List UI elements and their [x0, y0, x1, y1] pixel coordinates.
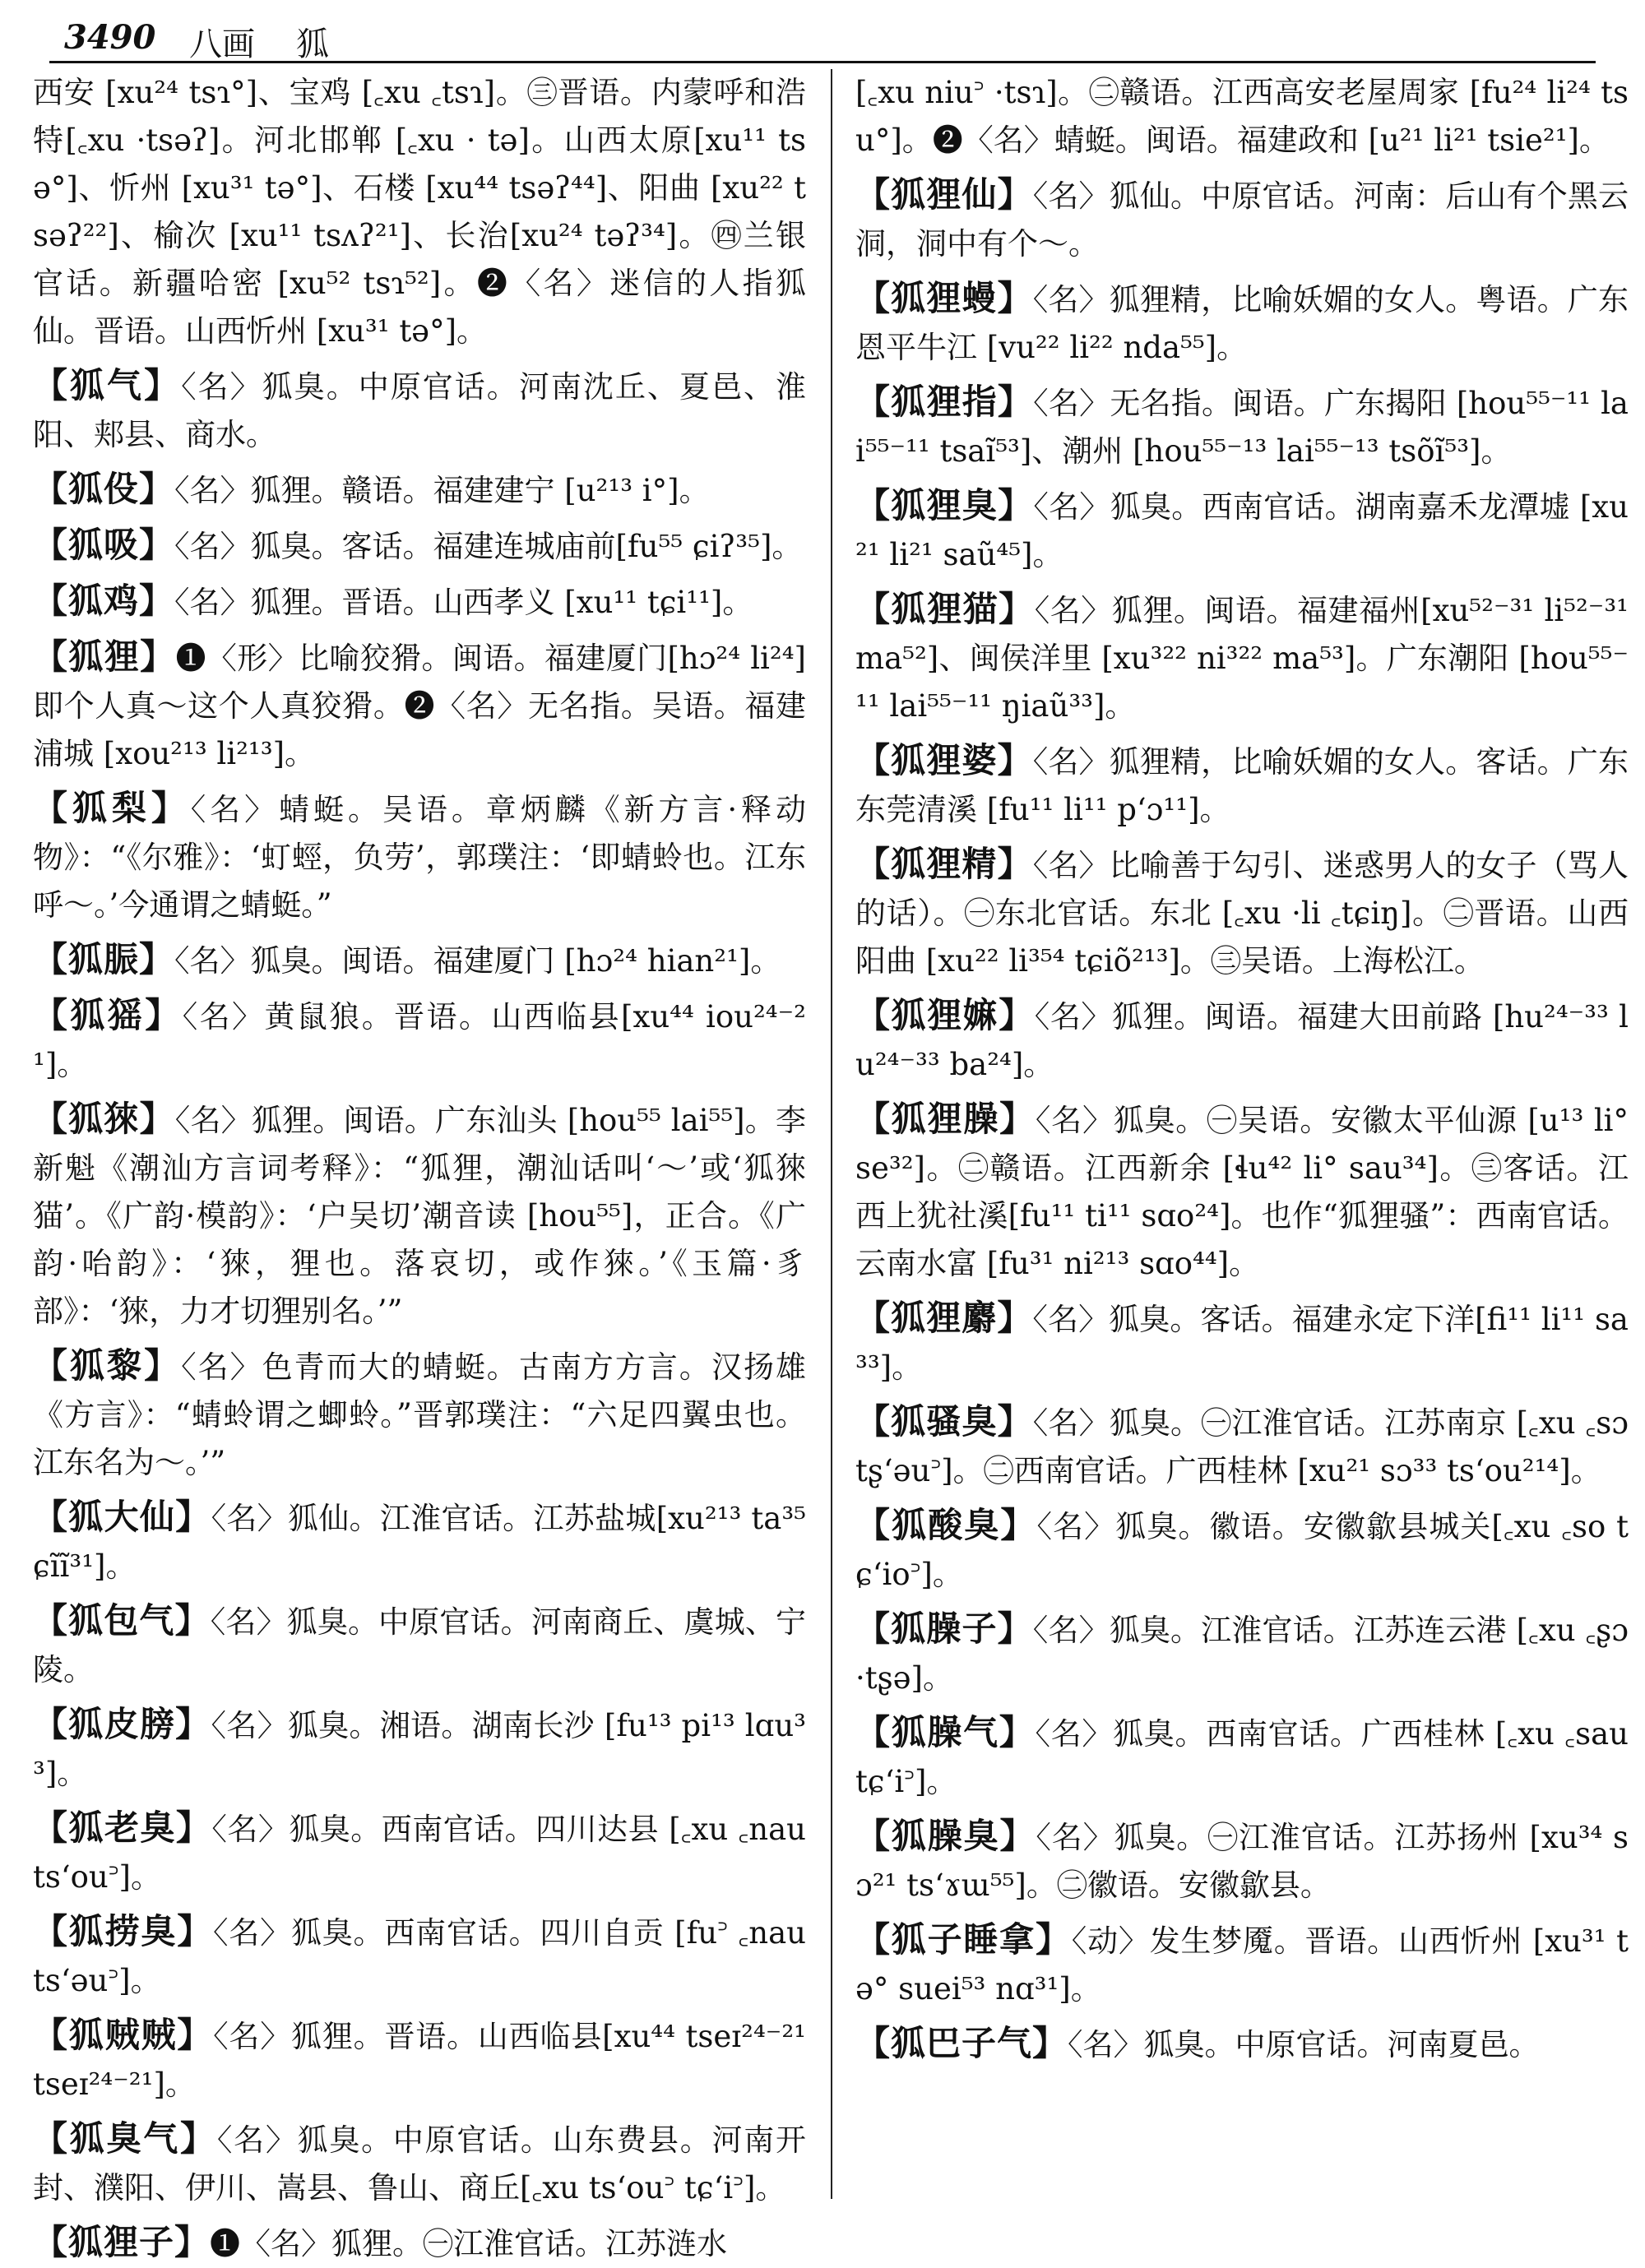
entry-definition: 〈名〉蜻蜓。吴语。章炳麟《新方言·释动物》：“《尔雅》：‘虰蛵，负劳’，郭璞注：‘即蜻蛉也。江东呼～。’今通谓之蜻蜓。” [33, 792, 806, 923]
entry-headword: 【狐狸臭】 [855, 485, 1034, 525]
entry-headword: 【狐狸】 [33, 636, 176, 677]
entry-definition: 〈名〉狐臭。江淮官话。江苏连云港 [꜀xu ꜀ʂɔ ·tʂə]。 [855, 1613, 1629, 1696]
entry-definition: 〈名〉狐臭。湘语。湖南长沙 [fu¹³ pi¹³ lɑu³³]。 [33, 1708, 806, 1791]
column-divider [831, 69, 832, 2199]
radical: 狐 [296, 25, 329, 63]
entry-headword: 【狐猍】 [33, 1099, 175, 1139]
dictionary-entry [855, 378, 1629, 475]
left-column [33, 69, 806, 2262]
dictionary-entry [855, 1398, 1629, 1495]
dictionary-entry [855, 586, 1629, 730]
entry-definition: 〈名〉狐臭。西南官话。四川自贡 [fu꜄ ꜀nau ts‘əu꜄]。 [33, 1915, 806, 1998]
right-column [855, 69, 1629, 2199]
entry-headword: 【狐臊臭】 [855, 1816, 1036, 1856]
dictionary-entry [33, 577, 806, 627]
entry-definition: 〈名〉色青而大的蜻蜓。古南方方言。汉扬雄《方言》：“蜻蛉谓之蝍蛉。”晋郭璞注：“六足四翼虫也。江东名为～。’” [33, 1349, 806, 1480]
entry-headword: 【狐皮膀】 [33, 1704, 211, 1744]
dictionary-entry [33, 1701, 806, 1798]
entry-definition: [꜀xu niu꜄ ·tsɿ]。㊁赣语。江西高安老屋周家 [fu²⁴ li²⁴ tsu°]。❷〈名〉蜻蜓。闽语。福建政和 [u²¹ li²¹ tsie²¹]。 [855, 75, 1629, 158]
entry-headword: 【狐梨】 [33, 788, 191, 828]
dictionary-entry [855, 275, 1629, 372]
entry-headword: 【狐骚臭】 [855, 1401, 1033, 1442]
entry-definition: 〈名〉黄鼠狼。晋语。山西临县[xu⁴⁴ iou²⁴⁻²¹]。 [33, 999, 806, 1082]
entry-definition: 〈名〉狐臭。㊀江淮官话。江苏扬州 [xu³⁴ sɔ²¹ ts‘ɤɯ⁵⁵]。㊁徽语。安徽歙县。 [855, 1820, 1629, 1903]
dictionary-entry [33, 362, 806, 459]
page-number: 3490 [64, 18, 156, 57]
dictionary-entry [855, 1502, 1629, 1599]
entry-definition: 〈名〉狐狸精，比喻妖媚的女人。客话。广东东莞清溪 [fu¹¹ li¹¹ p‘ɔ¹¹]。 [855, 744, 1629, 827]
entry-definition: 〈动〉发生梦魇。晋语。山西忻州 [xu³¹ tə° suei⁵³ nɑ³¹]。 [855, 1923, 1629, 2006]
dictionary-entry [855, 2020, 1629, 2069]
entry-definition: 〈名〉比喻善于勾引、迷惑男人的女子（骂人的话）。㊀东北官话。东北 [꜀xu ·li ꜀tɕiŋ]。㊁晋语。山西阳曲 [xu²² li³⁵⁴ tɕiõ²¹³]。㊂吴语。上海松江。 [855, 848, 1629, 979]
entry-definition: 〈名〉狐狸。晋语。山西临县[xu⁴⁴ tseɪ²⁴⁻²¹ tseɪ²⁴⁻²¹]。 [33, 2019, 806, 2102]
entry-headword: 【狐狸麝】 [855, 1298, 1033, 1338]
dictionary-entry [33, 633, 806, 778]
entry-definition: 〈名〉狐臭。西南官话。广西桂林 [꜀xu ꜀sau tɕ‘i꜄]。 [855, 1716, 1629, 1799]
entry-definition: 西安 [xu²⁴ tsɿ°]、宝鸡 [꜀xu ꜀tsɿ]。㊂晋语。内蒙呼和浩特[꜀xu ·tsəʔ]。河北邯郸 [꜀xu · tə]。山西太原[xu¹¹ tsə°]、忻州 [xu³¹ tə°]、石楼 [xu⁴⁴ tsəʔ⁴⁴]、阳曲 [xu²² tsəʔ²²]、榆次 [xu¹¹ tsʌʔ²¹]、长治[xu²⁴ təʔ³⁴]。㊃兰银官话。新疆哈密 [xu⁵² tsɿ⁵²]。❷〈名〉迷信的人指狐仙。晋语。山西忻州 [xu³¹ tə°]。 [33, 75, 806, 349]
page-header [49, 15, 1596, 63]
dictionary-entry [33, 465, 806, 515]
dictionary-entry [855, 1095, 1629, 1288]
entry-definition: 〈名〉狐臭。中原官话。河南夏邑。 [1068, 2027, 1540, 2062]
entry-definition: 〈名〉狐臭。㊀江淮官话。江苏南京 [꜀xu ꜀sɔ tʂ‘əu꜄]。㊁西南官话。广西桂林 [xu²¹ sɔ³³ ts‘ou²¹⁴]。 [855, 1405, 1629, 1488]
entry-headword: 【狐猺】 [33, 995, 183, 1035]
entry-headword: 【狐黎】 [33, 1345, 182, 1386]
entry-definition: 〈名〉狐仙。中原官话。河南：后山有个黑云洞，洞中有个～。 [855, 178, 1629, 262]
dictionary-entry [33, 992, 806, 1089]
entry-headword: 【狐臊子】 [855, 1608, 1033, 1649]
stroke-count: 八画 [189, 25, 255, 63]
dictionary-entry [855, 992, 1629, 1089]
entry-headword: 【狐捞臭】 [33, 1911, 214, 1951]
entry-headword: 【狐狸子】 [33, 2222, 211, 2262]
dictionary-entry [33, 936, 806, 985]
entry-definition: 〈名〉狐臭。客话。福建永定下洋[fi¹¹ li¹¹ sa³³]。 [855, 1302, 1629, 1385]
dictionary-entry [855, 482, 1629, 579]
dictionary-entry [33, 785, 806, 929]
entry-definition: 〈名〉狐臭。中原官话。山东费县。河南开封、濮阳、伊川、嵩县、鲁山、商丘[꜀xu ts‘ou꜄ tɕ‘i꜄]。 [33, 2122, 806, 2206]
entry-definition: 〈名〉无名指。闽语。广东揭阳 [hou⁵⁵⁻¹¹ lai⁵⁵⁻¹¹ tsaĩ⁵³]、潮州 [hou⁵⁵⁻¹³ lai⁵⁵⁻¹³ tsõĩ⁵³]。 [855, 386, 1629, 469]
dictionary-entry [33, 2011, 806, 2108]
dictionary-entry [33, 69, 806, 355]
dictionary-entry [855, 1709, 1629, 1806]
dictionary-entry [33, 2115, 806, 2212]
entry-definition: 〈名〉狐臭。㊀吴语。安徽太平仙源 [u¹³ li° se³²]。㊁赣语。江西新余 [ɬu⁴² li° sau³⁴]。㊂客话。江西上犹社溪[fu¹¹ ti¹¹ sɑo²⁴]。也作“狐狸骚”：西南官话。云南水富 [fu³¹ ni²¹³ sɑo⁴⁴]。 [855, 1103, 1629, 1281]
dictionary-entry [855, 840, 1629, 985]
dictionary-entry [855, 1605, 1629, 1702]
dictionary-entry [855, 1812, 1629, 1909]
entry-definition: 〈名〉狐狸。闽语。福建大田前路 [hu²⁴⁻³³ lu²⁴⁻³³ ba²⁴]。 [855, 999, 1629, 1082]
entry-headword: 【狐狸指】 [855, 382, 1034, 422]
entry-headword: 【狐狸仙】 [855, 174, 1033, 215]
dictionary-entry [33, 1342, 806, 1487]
entry-headword: 【狐子睡拿】 [855, 1919, 1072, 1960]
entry-headword: 【狐吸】 [33, 525, 175, 565]
dictionary-entry [33, 521, 806, 571]
entry-headword: 【狐老臭】 [33, 1807, 212, 1848]
entry-definition: 〈名〉狐臭。徽语。安徽歙县城关[꜀xu ꜀so tɕ‘io꜄]。 [855, 1509, 1629, 1592]
entry-definition: 〈名〉狐臭。客话。福建连城庙前[fu⁵⁵ ɕiʔ³⁵]。 [174, 529, 803, 564]
entry-definition: 〈名〉狐狸。晋语。山西孝义 [xu¹¹ tɕi¹¹]。 [174, 585, 753, 620]
dictionary-entry [33, 1095, 806, 1335]
dictionary-entry [33, 1804, 806, 1901]
entry-headword: 【狐大仙】 [33, 1497, 211, 1537]
entry-definition: 〈名〉狐臭。中原官话。河南沈丘、夏邑、淮阳、郏县、商水。 [33, 369, 806, 452]
entry-definition: 〈名〉狐狸精，比喻妖媚的女人。粤语。广东恩平牛江 [vu²² li²² nda⁵⁵]。 [855, 282, 1629, 365]
entry-definition: 〈名〉狐狸。闽语。福建福州[xu⁵²⁻³¹ li⁵²⁻³¹ ma⁵²]、闽侯洋里 [xu³²² ni³²² ma⁵³]。广东潮阳 [hou⁵⁵⁻¹¹ lai⁵⁵⁻¹¹ ŋiaũ³³]。 [855, 593, 1629, 724]
entry-definition: 〈名〉狐臭。闽语。福建厦门 [hɔ²⁴ hian²¹]。 [174, 943, 781, 979]
entry-headword: 【狐巴子气】 [855, 2023, 1068, 2063]
dictionary-entry [855, 69, 1629, 164]
entry-headword: 【狐气】 [33, 365, 182, 405]
entry-headword: 【狐臭气】 [33, 2118, 217, 2159]
entry-definition: 〈名〉狐仙。江淮官话。江苏盐城[xu²¹³ ta³⁵ ɕĩĩ³¹]。 [33, 1501, 806, 1584]
entry-headword: 【狐臊气】 [855, 1712, 1036, 1752]
entry-headword: 【狐狸嫲】 [855, 995, 1035, 1035]
entry-headword: 【狐包气】 [33, 1600, 211, 1641]
entry-headword: 【狐狸婆】 [855, 740, 1033, 780]
entry-definition: 〈名〉狐臭。中原官话。河南商丘、虞城、宁陵。 [33, 1604, 806, 1687]
entry-headword: 【狐脤】 [33, 939, 175, 979]
entry-headword: 【狐贼贼】 [33, 2015, 214, 2055]
entry-definition: 〈名〉狐狸。赣语。福建建宁 [u²¹³ i°]。 [174, 473, 710, 508]
dictionary-entry [33, 1597, 806, 1694]
entry-definition: 〈名〉狐臭。西南官话。四川达县 [꜀xu ꜀nau ts‘ou꜄]。 [33, 1812, 806, 1895]
dictionary-entry [855, 737, 1629, 834]
entry-headword: 【狐狸精】 [855, 844, 1033, 884]
dictionary-entry [855, 171, 1629, 268]
entry-headword: 【狐狸臊】 [855, 1099, 1036, 1139]
entry-definition: ❶〈形〉比喻狡猾。闽语。福建厦门[hɔ²⁴ li²⁴] 即个人真～这个人真狡猾。❷〈名〉无名指。吴语。福建浦城 [xou²¹³ li²¹³]。 [33, 641, 806, 771]
entry-headword: 【狐伇】 [33, 469, 175, 509]
entry-headword: 【狐鸡】 [33, 581, 175, 621]
dictionary-entry [33, 1908, 806, 2005]
entry-headword: 【狐狸猫】 [855, 589, 1035, 629]
entry-headword: 【狐酸臭】 [855, 1505, 1037, 1545]
entry-definition: 〈名〉狐狸。闽语。广东汕头 [hou⁵⁵ lai⁵⁵]。李新魁《潮汕方言词考释》：“狐狸，潮汕话叫‘～’或‘狐猍猫’。《广韵·模韵》：‘户吴切’潮音读 [hou⁵⁵]，正合。《广韵·咍韵》：‘猍，狸也。落哀切，或作猍。’《玉篇·豸部》：‘猍，力才切狸别名。’” [33, 1103, 806, 1329]
entry-definition: 〈名〉狐臭。西南官话。湖南嘉禾龙潭墟 [xu²¹ li²¹ saũ⁴⁵]。 [855, 489, 1629, 572]
entry-definition: ❶〈名〉狐狸。㊀江淮官话。江苏涟水 [210, 2226, 728, 2261]
entry-headword: 【狐狸蟃】 [855, 278, 1033, 318]
dictionary-entry [33, 1493, 806, 1590]
dictionary-entry [855, 1916, 1629, 2013]
dictionary-entry [855, 1294, 1629, 1391]
dictionary-entry [33, 2219, 806, 2268]
